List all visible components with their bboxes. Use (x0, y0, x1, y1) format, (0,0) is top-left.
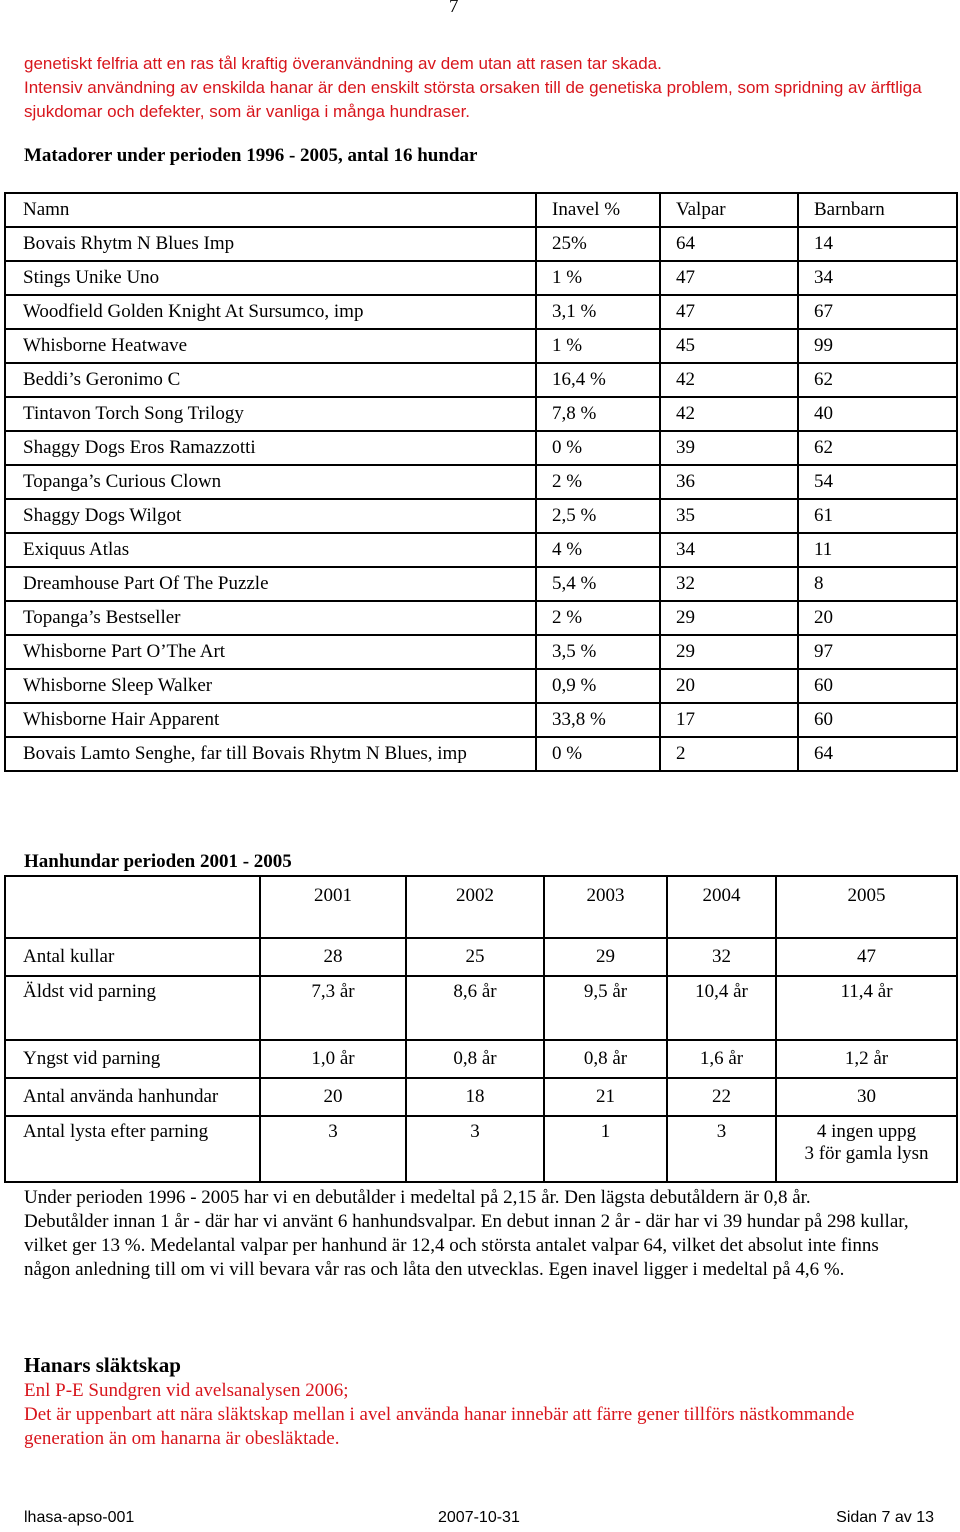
cell-value: 30 (857, 1086, 876, 1107)
table-cell: 8 (798, 567, 957, 601)
table-cell: 4 % (536, 533, 660, 567)
table-cell (544, 976, 667, 1040)
intro-line: Intensiv användning av enskilda hanar är den enskilt största orsaken till de genetiska problem, som spridning av ärftliga sjukdomar och defekter, som är vanliga i många hundraser. (24, 78, 922, 121)
table-cell (406, 1078, 544, 1116)
cell-value: 4 ingen uppg (816, 1121, 917, 1142)
table-row (5, 465, 957, 499)
table-cell: 34 (660, 533, 798, 567)
table-cell (667, 1078, 776, 1116)
table-cell: Topanga’s Bestseller (5, 601, 536, 635)
footer-left: lhasa-apso-001 (24, 1509, 135, 1526)
table-cell: 36 (660, 465, 798, 499)
table-cell: Woodfield Golden Knight At Sursumco, imp (5, 295, 536, 329)
table-cell: Tintavon Torch Song Trilogy (5, 397, 536, 431)
table-cell: 39 (660, 431, 798, 465)
cell-value: 22 (712, 1086, 731, 1107)
table-cell (544, 1040, 667, 1078)
table-cell: 34 (798, 261, 957, 295)
cell-value: 29 (596, 946, 615, 967)
table-cell: 97 (798, 635, 957, 669)
cell-value: 3 (716, 1121, 727, 1142)
table-cell: 54 (798, 465, 957, 499)
cell-value: 18 (465, 1086, 485, 1107)
table-cell: 29 (660, 601, 798, 635)
hanhundar-title: Hanhundar perioden 2001 - 2005 (24, 851, 292, 872)
table-row (5, 669, 957, 703)
table-cell: Whisborne Part O’The Art (5, 635, 536, 669)
column-header: Inavel % (536, 193, 660, 227)
table-row (5, 1078, 957, 1116)
column-header: Namn (5, 193, 536, 227)
column-header: Valpar (660, 193, 798, 227)
table-cell: Bovais Lamto Senghe, far till Bovais Rhytm N Blues, imp (5, 737, 536, 771)
table-cell: 17 (660, 703, 798, 737)
cell-value: 28 (323, 946, 343, 967)
table-cell (260, 976, 406, 1040)
table-row (5, 976, 957, 1040)
table-cell: 0,9 % (536, 669, 660, 703)
table-cell (776, 1078, 957, 1116)
table-row (5, 1116, 957, 1182)
table-row (5, 635, 957, 669)
table-cell: 61 (798, 499, 957, 533)
year-header: 2002 (406, 876, 544, 938)
cell-value: 0,8 år (453, 1048, 497, 1069)
table-cell (406, 938, 544, 976)
table-row (5, 329, 957, 363)
table-cell (544, 1078, 667, 1116)
table-cell: 29 (660, 635, 798, 669)
table-cell (260, 1040, 406, 1078)
table-cell (406, 1116, 544, 1182)
table-cell (544, 938, 667, 976)
section-title: Hanars släktskap (24, 1353, 181, 1377)
table-row (5, 261, 957, 295)
cell-value: 1,0 år (311, 1048, 355, 1069)
footer-page: Sidan 7 av 13 (836, 1509, 934, 1526)
cell-value: 25 (465, 946, 485, 967)
cell-value: 8,6 år (453, 981, 497, 1002)
cell-value: 11,4 år (840, 981, 893, 1002)
summary-text (24, 1186, 929, 1282)
section-line: Enl P-E Sundgren vid avelsanalysen 2006; (24, 1380, 349, 1401)
cell-value: 7,3 år (311, 981, 355, 1002)
year-header: 2003 (544, 876, 667, 938)
year-header: 2001 (260, 876, 406, 938)
table-cell: Shaggy Dogs Wilgot (5, 499, 536, 533)
cell-value: 21 (596, 1086, 615, 1107)
table-cell: 47 (660, 261, 798, 295)
table-cell: 99 (798, 329, 957, 363)
cell-value: 0,8 år (583, 1048, 628, 1069)
table-cell (776, 1040, 957, 1078)
table-cell (667, 938, 776, 976)
year-header: 2005 (776, 876, 957, 938)
table-cell (667, 1040, 776, 1078)
table-cell: 62 (798, 431, 957, 465)
table-cell: Shaggy Dogs Eros Ramazzotti (5, 431, 536, 465)
table-row (5, 737, 957, 771)
table-cell: Bovais Rhytm N Blues Imp (5, 227, 536, 261)
table-cell: 3,1 % (536, 295, 660, 329)
matadorer-title: Matadorer under perioden 1996 - 2005, antal 16 hundar (24, 145, 478, 166)
matadorer-table (4, 192, 958, 772)
cell-value: 3 (470, 1121, 480, 1142)
table-cell: 2 % (536, 601, 660, 635)
table-cell: 20 (798, 601, 957, 635)
table-cell: 5,4 % (536, 567, 660, 601)
summary-line: Debutålder innan 1 år - där har vi använt 6 hanhundsvalpar. En debut innan 2 år - där har vi 39 hundar på 298 kullar, vilket ger 13 %. Medelantal valpar per hanhund är 12,4 och största antalet valpar 64, vilket det absolut inte finns någon anledning till om vi vill bevara vår ras och låta den utvecklas. Egen inavel ligger i medeltal på 4,6 %. (24, 1211, 909, 1280)
table-cell: 62 (798, 363, 957, 397)
table-row (5, 1040, 957, 1078)
table-cell: 32 (660, 567, 798, 601)
table-cell: Beddi’s Geronimo C (5, 363, 536, 397)
table-cell (776, 938, 957, 976)
table-row (5, 533, 957, 567)
table-cell: 3,5 % (536, 635, 660, 669)
table-header-row (5, 876, 957, 938)
table-cell: Topanga’s Curious Clown (5, 465, 536, 499)
table-cell (776, 976, 957, 1040)
empty-cell (5, 876, 260, 938)
table-row (5, 938, 957, 976)
cell-value: 1 (600, 1121, 611, 1142)
table-cell: 60 (798, 669, 957, 703)
intro-line: genetiskt felfria att en ras tål kraftig överanvändning av dem utan att rasen tar skada. (24, 54, 662, 73)
table-cell (260, 938, 406, 976)
table-row (5, 295, 957, 329)
cell-value: 47 (857, 946, 876, 967)
table-header-row (5, 193, 957, 227)
table-cell: 11 (798, 533, 957, 567)
table-row (5, 397, 957, 431)
table-cell: Exiquus Atlas (5, 533, 536, 567)
table-cell: 7,8 % (536, 397, 660, 431)
table-row (5, 703, 957, 737)
cell-value: 3 (328, 1121, 338, 1142)
table-cell (667, 1116, 776, 1182)
table-cell: 2 % (536, 465, 660, 499)
table-cell: 47 (660, 295, 798, 329)
table-cell: Stings Unike Uno (5, 261, 536, 295)
row-label: Antal lysta efter parning (5, 1116, 260, 1182)
year-header: 2004 (667, 876, 776, 938)
row-label: Antal kullar (5, 938, 260, 976)
table-cell: 0 % (536, 431, 660, 465)
section-line: Det är uppenbart att nära släktskap mellan i avel använda hanar innebär att färre gener tillförs nästkommande generation än om hanarna är obesläktade. (24, 1404, 855, 1449)
cell-value: 1,2 år (844, 1048, 889, 1069)
page-number: 7 (449, 0, 459, 17)
table-cell: 2 (660, 737, 798, 771)
table-cell (260, 1078, 406, 1116)
table-cell: 64 (798, 737, 957, 771)
table-cell: 35 (660, 499, 798, 533)
table-cell: 33,8 % (536, 703, 660, 737)
footer-date: 2007-10-31 (438, 1509, 520, 1526)
table-cell: 16,4 % (536, 363, 660, 397)
intro-text (24, 52, 939, 124)
table-cell: 67 (798, 295, 957, 329)
table-cell: Whisborne Heatwave (5, 329, 536, 363)
table-cell: Whisborne Hair Apparent (5, 703, 536, 737)
cell-value: 1,6 år (699, 1048, 744, 1069)
section-text (24, 1379, 929, 1451)
table-row (5, 363, 957, 397)
column-header: Barnbarn (798, 193, 957, 227)
table-cell (776, 1116, 957, 1182)
table-row (5, 431, 957, 465)
table-cell: 64 (660, 227, 798, 261)
table-cell (406, 1040, 544, 1078)
table-cell: Dreamhouse Part Of The Puzzle (5, 567, 536, 601)
row-label: Yngst vid parning (5, 1040, 260, 1078)
table-row (5, 227, 957, 261)
table-row (5, 499, 957, 533)
row-label: Äldst vid parning (5, 976, 260, 1040)
table-cell: 2,5 % (536, 499, 660, 533)
table-cell: 14 (798, 227, 957, 261)
table-cell: Whisborne Sleep Walker (5, 669, 536, 703)
table-cell (667, 976, 776, 1040)
table-cell: 42 (660, 363, 798, 397)
table-cell: 1 % (536, 261, 660, 295)
table-cell: 42 (660, 397, 798, 431)
hanhundar-table (4, 875, 958, 1183)
cell-note: 3 för gamla lysn (804, 1143, 929, 1164)
table-cell: 1 % (536, 329, 660, 363)
table-cell: 20 (660, 669, 798, 703)
table-cell: 40 (798, 397, 957, 431)
row-label: Antal använda hanhundar (5, 1078, 260, 1116)
table-cell (260, 1116, 406, 1182)
table-cell: 45 (660, 329, 798, 363)
cell-value: 9,5 år (583, 981, 628, 1002)
table-cell: 25% (536, 227, 660, 261)
table-cell: 60 (798, 703, 957, 737)
table-cell (544, 1116, 667, 1182)
summary-line: Under perioden 1996 - 2005 har vi en debutålder i medeltal på 2,15 år. Den lägsta debutåldern är 0,8 år. (24, 1187, 811, 1208)
table-row (5, 601, 957, 635)
cell-value: 32 (712, 946, 731, 967)
table-cell (406, 976, 544, 1040)
table-cell: 0 % (536, 737, 660, 771)
table-row (5, 567, 957, 601)
cell-value: 10,4 år (695, 981, 748, 1002)
cell-value: 20 (323, 1086, 343, 1107)
